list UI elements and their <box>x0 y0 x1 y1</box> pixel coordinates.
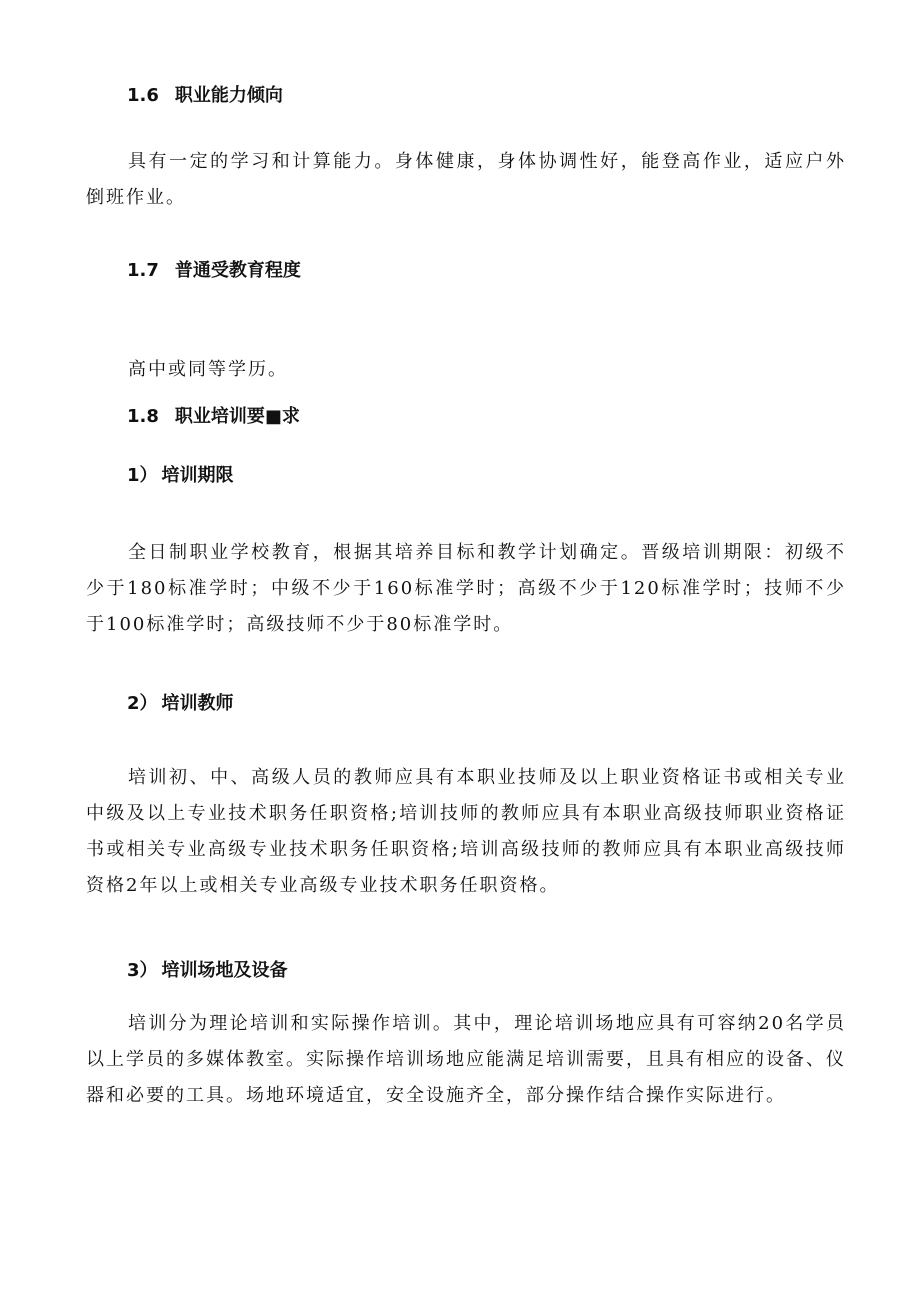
subsection-number: 3） <box>127 960 158 981</box>
subsection-title: 培训教师 <box>161 693 234 714</box>
section-number: 1.6 <box>127 85 159 106</box>
section-title: 普通受教育程度 <box>174 260 301 281</box>
subsection-heading-1 <box>127 464 234 488</box>
section-heading-1-8 <box>127 405 300 429</box>
section-heading-1-6 <box>127 84 283 108</box>
section-number: 1.7 <box>127 260 159 281</box>
section-heading-1-7 <box>127 259 301 283</box>
paragraph-training-teachers: 培训初、中、高级人员的教师应具有本职业技师及以上职业资格证书或相关专业中级及以上专业技术职务任职资格;培训技师的教师应具有本职业高级技师职业资格证书或相关专业高级专业技术职务任职资格;培训高级技师的教师应具有本职业高级技师资格2年以上或相关专业高级专业技术职务任职资格。 <box>86 767 846 896</box>
subsection-title: 培训场地及设备 <box>161 960 288 981</box>
subsection-title: 培训期限 <box>161 465 234 486</box>
section-number: 1.8 <box>127 406 159 427</box>
section-title: 职业能力倾向 <box>174 85 283 106</box>
subsection-heading-3 <box>127 959 288 983</box>
paragraph-training-period: 全日制职业学校教育，根据其培养目标和教学计划确定。晋级培训期限：初级不少于180标准学时；中级不少于160标准学时；高级不少于120标准学时；技师不少于100标准学时；高级技师不少于80标准学时。 <box>86 542 846 635</box>
subsection-number: 1） <box>127 465 158 486</box>
subsection-heading-2 <box>127 692 234 716</box>
paragraph-training-facilities: 培训分为理论培训和实际操作培训。其中，理论培训场地应具有可容纳20名学员以上学员的多媒体教室。实际操作培训场地应能满足培训需要，且具有相应的设备、仪器和必要的工具。场地环境适宜，安全设施齐全，部分操作结合操作实际进行。 <box>86 1013 846 1106</box>
paragraph-education-level: 高中或同等学历。 <box>128 359 288 380</box>
subsection-number: 2） <box>127 693 158 714</box>
paragraph-vocational-aptitude: 具有一定的学习和计算能力。身体健康，身体协调性好，能登高作业，适应户外倒班作业。 <box>86 151 846 208</box>
section-title: 职业培训要■求 <box>174 406 300 427</box>
